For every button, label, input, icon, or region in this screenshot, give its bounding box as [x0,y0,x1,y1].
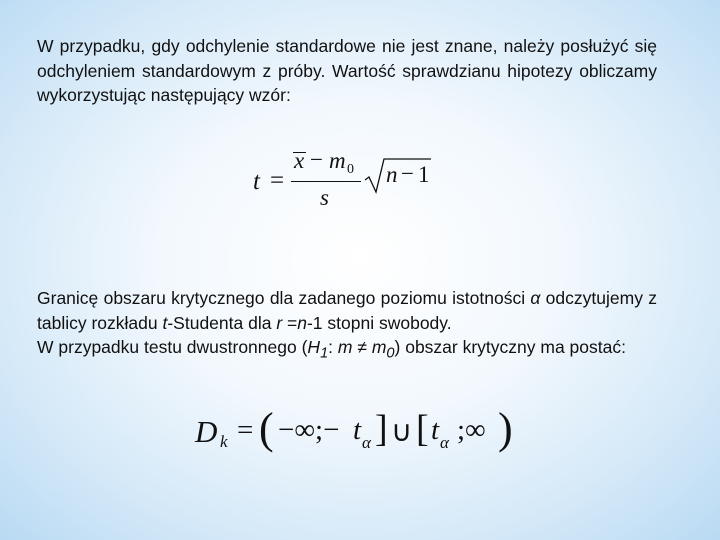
formula-d-subscript: k [220,432,228,451]
close-paren: ) [498,404,513,453]
numerator-m: m [329,148,346,173]
paragraph-intro: W przypadku, gdy odchylenie standardowe nie jest znane, należy posłużyć się odchyleniem standardowym z próby. Wartość sprawdzianu hipotezy obliczamy wykorzystując następujący wzór: [37,36,657,105]
semicolon-infinity: ;∞ [457,414,486,446]
paragraph-critical-region [37,286,657,366]
formula-t: t [253,168,260,195]
formula-equals: = [270,167,285,194]
radicand-n: n [386,162,398,187]
text-segment: : [328,337,338,357]
t-alpha-left-subscript: α [362,433,371,452]
formula-d: D [195,414,218,449]
numerator-x: x [294,148,305,173]
text-segment: ) obszar krytyczny ma postać: [394,337,626,357]
open-bracket: [ [416,408,429,450]
text-segment: ≠ [352,337,372,357]
formula-equals: = [237,414,254,446]
t-alpha-right-subscript: α [440,433,449,452]
formula-test-statistic [253,148,453,214]
text-segment: Granicę obszaru krytycznego dla zadanego poziomu istotności [37,288,531,308]
t-alpha-right: t [431,414,440,446]
m0-subscript: 0 [386,345,395,362]
text-segment: odczytujemy z tablicy rozkładu [37,288,657,333]
close-bracket: ] [375,408,388,450]
text-segment: -1 stopni swobody. [306,312,452,333]
radicand-minus: − [401,161,414,186]
h-symbol: H [307,337,321,357]
formula-critical-region [195,406,535,454]
radicand-one: 1 [418,162,430,187]
h-subscript: 1 [320,345,329,362]
m-symbol: m [337,337,353,357]
text-segment: W przypadku testu dwustronnego ( [37,337,308,357]
minus-infinity: −∞;− [278,414,340,446]
t-alpha-left: t [353,414,362,446]
numerator-subscript: 0 [347,162,354,177]
fraction-bar [291,181,361,182]
alpha-symbol: α [530,288,541,308]
n-symbol: n [297,312,307,333]
r-symbol: r [276,312,283,333]
open-paren: ( [259,404,274,453]
numerator-minus: − [310,147,323,172]
denominator-s: s [320,185,329,210]
union-symbol: ∪ [391,416,413,448]
m0-symbol: m [371,337,387,357]
text-segment: -Studenta dla [167,312,277,333]
text-segment: = [282,312,298,333]
t-symbol: t [162,312,168,333]
